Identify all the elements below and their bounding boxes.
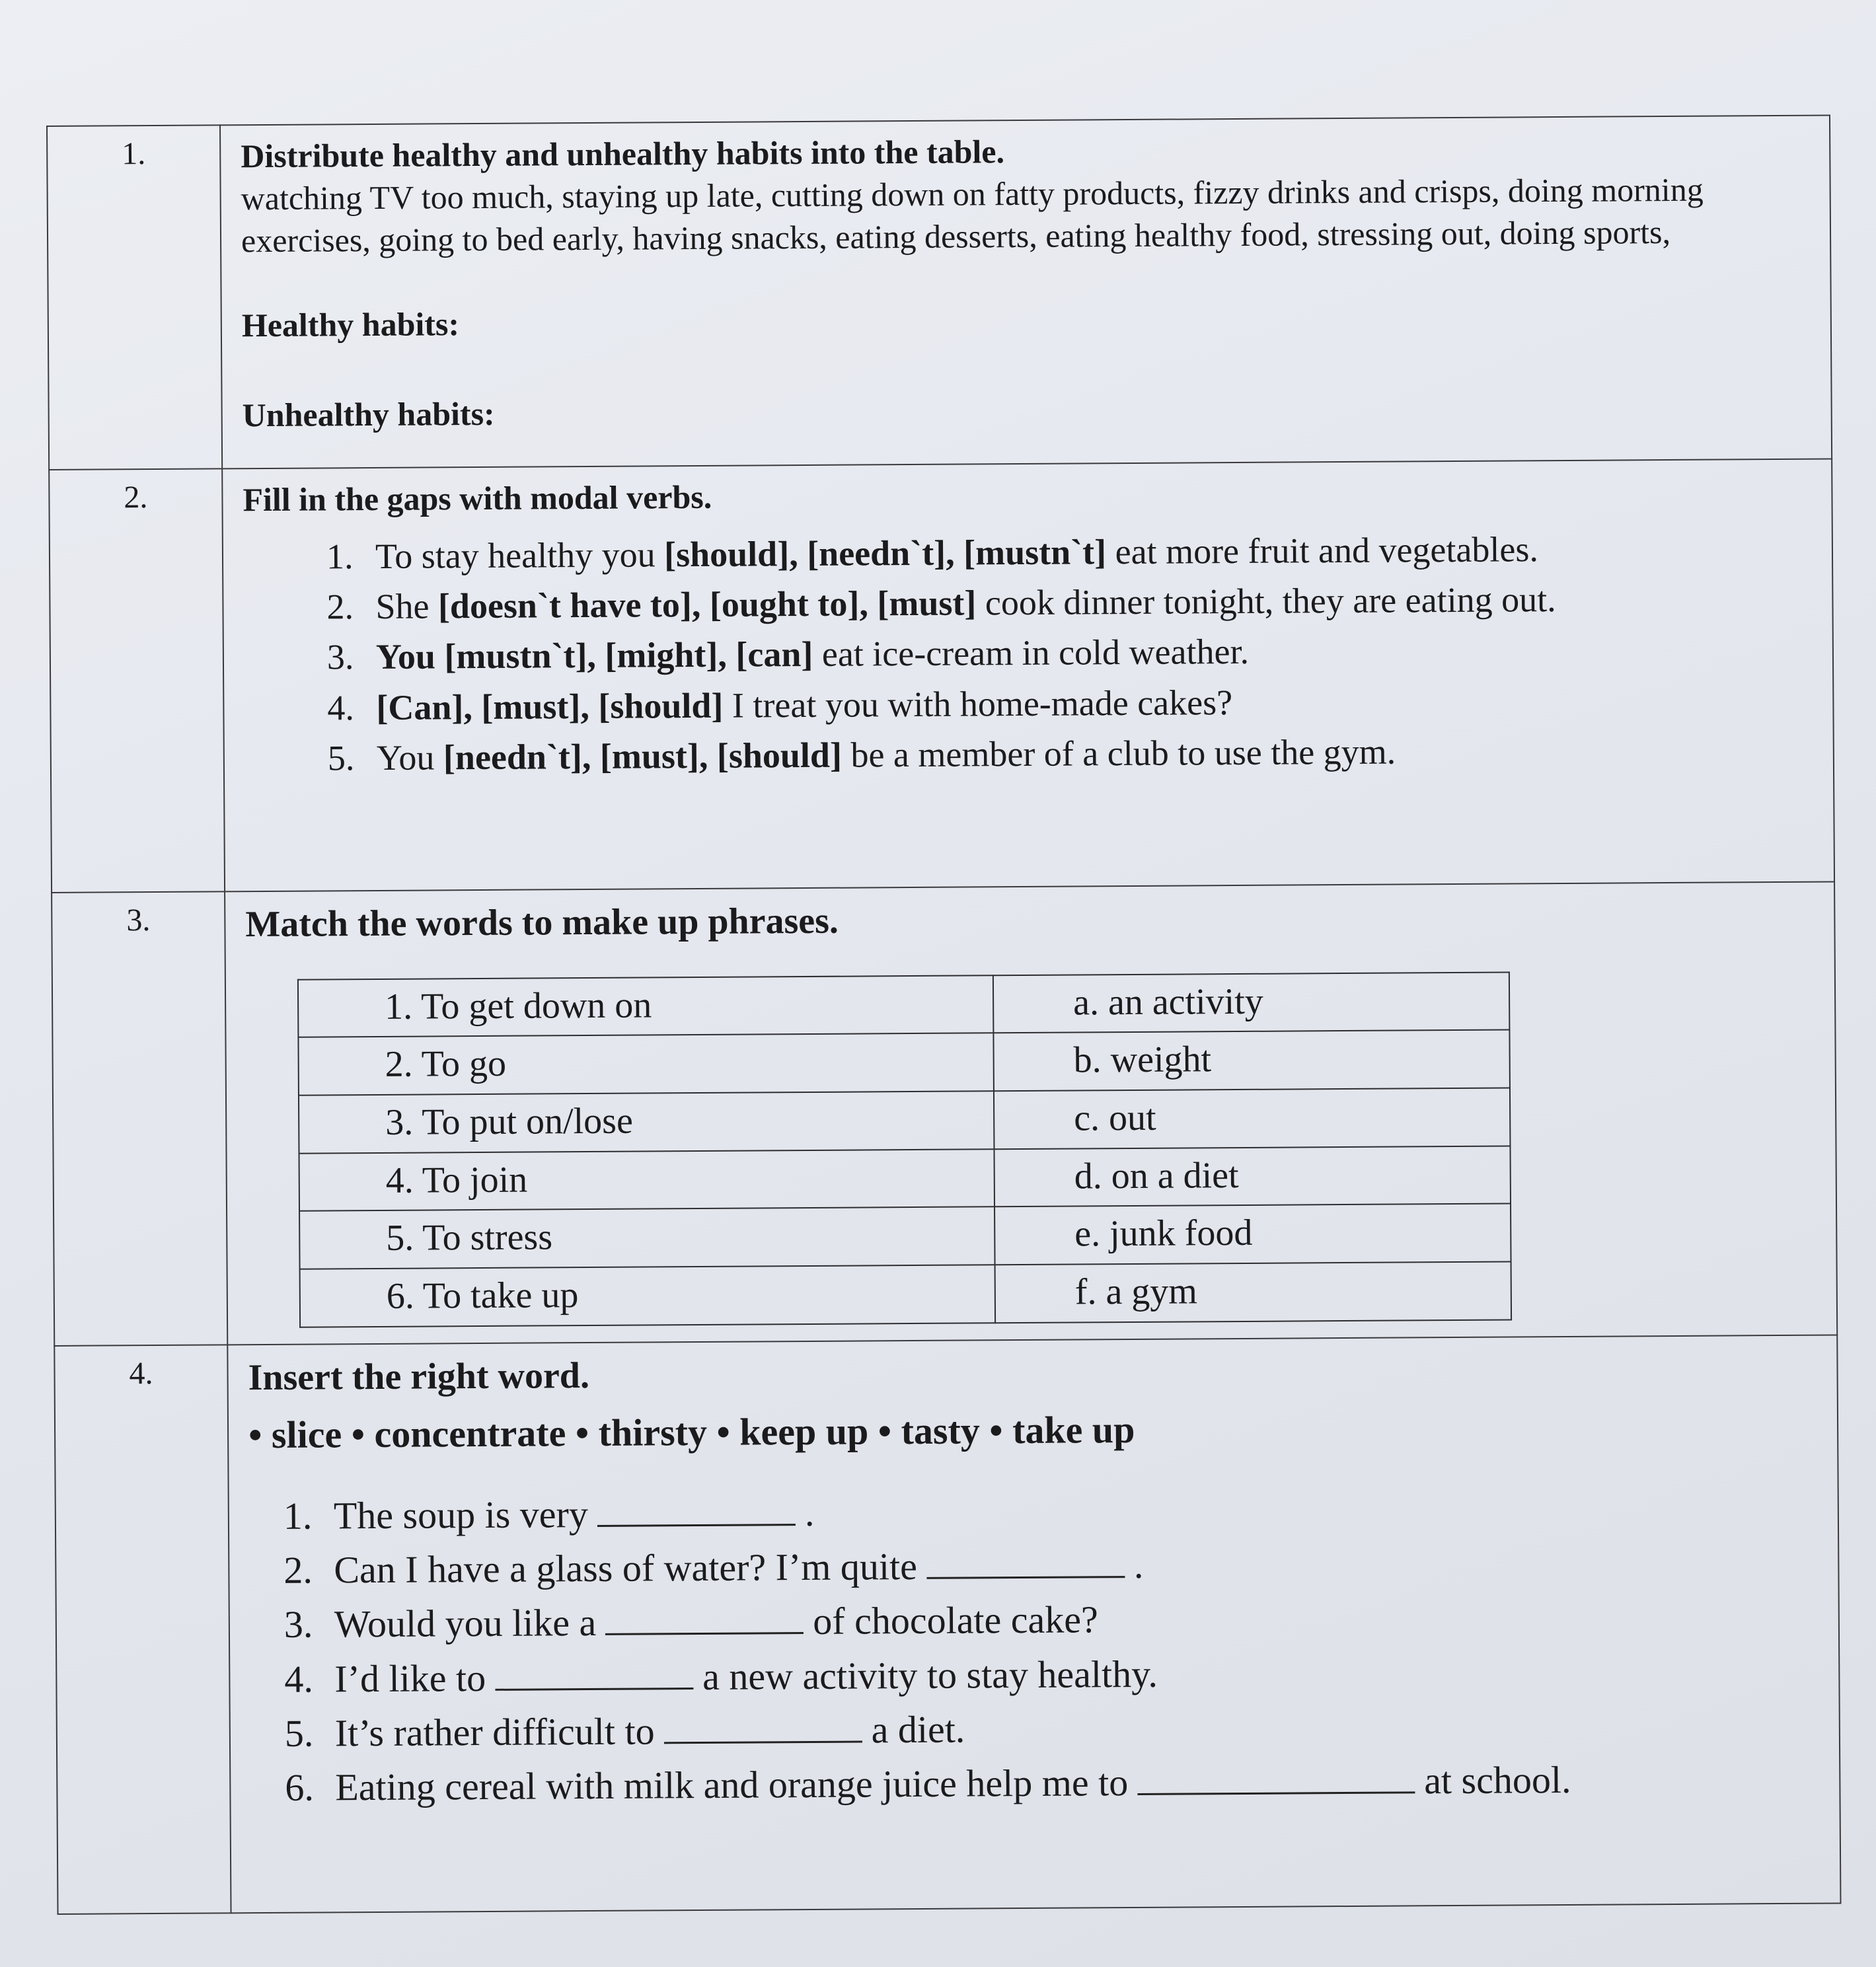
match-row <box>299 1204 1511 1269</box>
question-2-body <box>222 459 1834 892</box>
modal-item-pre: She <box>375 586 439 627</box>
gap-item-pre: The soup is very <box>333 1492 589 1537</box>
gap-item-pre: It’s rather difficult to <box>334 1709 655 1755</box>
modal-item-pre: You <box>376 737 444 778</box>
question-3-row <box>52 881 1837 1345</box>
gap-item <box>322 1588 1819 1652</box>
match-right: e. junk food <box>994 1204 1511 1265</box>
modal-item-post: cook dinner tonight, they are eating out. <box>976 579 1556 623</box>
modal-item <box>363 625 1813 681</box>
gap-item-post: at school. <box>1424 1758 1571 1802</box>
unhealthy-habits-label: Unhealthy habits: <box>242 394 495 434</box>
question-2-title: Fill in the gaps with modal verbs. <box>243 478 712 519</box>
gap-item-pre: Would you like a <box>334 1601 597 1646</box>
word-bank: • slice • concentrate • thirsty • keep up • tasty • take up <box>248 1408 1135 1457</box>
question-4-body <box>227 1335 1840 1913</box>
gap-item <box>322 1534 1818 1598</box>
question-4-title: Insert the right word. <box>248 1355 590 1398</box>
worksheet-table <box>46 115 1841 1915</box>
modal-item-options: [should], [needn`t], [mustn`t] <box>663 532 1107 575</box>
match-left: 6. To take up <box>300 1265 996 1327</box>
match-row <box>299 1088 1511 1154</box>
modal-verb-list <box>243 525 1813 782</box>
match-right: f. a gym <box>995 1262 1512 1323</box>
modal-item-options: [needn`t], [must], [should] <box>443 735 843 778</box>
gap-item <box>322 1643 1819 1706</box>
question-3-title: Match the words to make up phrases. <box>245 900 839 946</box>
gap-item-pre: I’d like to <box>334 1656 486 1701</box>
match-left: 2. To go <box>298 1033 994 1095</box>
question-4-row <box>54 1335 1840 1913</box>
healthy-habits-label: Healthy habits: <box>241 305 460 344</box>
modal-item-pre: You <box>375 636 445 677</box>
gap-item <box>322 1479 1818 1543</box>
match-table <box>297 971 1512 1327</box>
modal-item-options: [mustn`t], [might], [can] <box>444 634 813 677</box>
question-2-number: 2. <box>49 468 225 893</box>
question-1-phrases: watching TV too much, staying up late, cutting down on fatty products, fizzy drinks and crisps, doing morning exercises, going to bed early, having snacks, eating desserts, eating healthy food, stressing out, doing sports, <box>241 170 1704 260</box>
match-row <box>299 1146 1511 1211</box>
gap-item <box>323 1697 1819 1761</box>
modal-item <box>362 525 1812 580</box>
gap-item-post: . <box>804 1491 815 1534</box>
question-3-body <box>225 881 1837 1345</box>
answer-blank[interactable] <box>926 1545 1125 1579</box>
answer-blank[interactable] <box>597 1493 796 1527</box>
match-right: b. weight <box>993 1030 1510 1091</box>
question-1-row <box>47 116 1832 470</box>
match-left: 4. To join <box>299 1149 995 1211</box>
modal-item-options: [Can], [must], [should] <box>376 685 724 727</box>
gap-fill-list <box>249 1479 1820 1816</box>
question-1-body <box>220 116 1832 469</box>
modal-item-post: eat ice-cream in cold weather. <box>813 632 1250 675</box>
modal-item-pre: To stay healthy you <box>375 535 665 576</box>
gap-item <box>323 1752 1819 1815</box>
match-row <box>300 1262 1512 1327</box>
question-4-number: 4. <box>54 1345 231 1914</box>
gap-item-pre: Can I have a glass of water? I’m quite <box>334 1544 918 1592</box>
answer-blank[interactable] <box>605 1602 804 1635</box>
answer-blank[interactable] <box>1137 1762 1415 1796</box>
modal-item-post: eat more fruit and vegetables. <box>1106 529 1539 572</box>
match-row <box>298 1030 1510 1095</box>
modal-item-options: [doesn`t have to], [ought to], [must] <box>437 583 977 626</box>
match-right: a. an activity <box>993 972 1510 1033</box>
modal-item <box>363 675 1813 731</box>
answer-blank[interactable] <box>495 1657 693 1691</box>
match-left: 3. To put on/lose <box>299 1091 994 1153</box>
match-right: d. on a diet <box>994 1146 1511 1206</box>
gap-item-pre: Eating cereal with milk and orange juice help me to <box>335 1761 1129 1809</box>
modal-item-post: be a member of a club to use the gym. <box>841 731 1396 775</box>
modal-item <box>363 725 1813 781</box>
gap-item-post: . <box>1133 1543 1144 1586</box>
question-1-number: 1. <box>47 125 222 470</box>
match-left: 5. To stress <box>299 1207 995 1269</box>
question-2-row <box>49 459 1834 893</box>
match-right: c. out <box>994 1088 1511 1149</box>
gap-item-post: a diet. <box>871 1707 965 1752</box>
modal-item <box>362 575 1812 630</box>
question-3-number: 3. <box>52 891 227 1345</box>
modal-item-post: I treat you with home-made cakes? <box>723 682 1233 725</box>
match-left: 1. To get down on <box>298 975 994 1037</box>
answer-blank[interactable] <box>663 1711 862 1744</box>
question-1-title: Distribute healthy and unhealthy habits into the table. <box>241 133 1005 175</box>
gap-item-post: of chocolate cake? <box>813 1598 1098 1643</box>
match-row <box>298 972 1510 1037</box>
gap-item-post: a new activity to stay healthy. <box>702 1652 1158 1698</box>
